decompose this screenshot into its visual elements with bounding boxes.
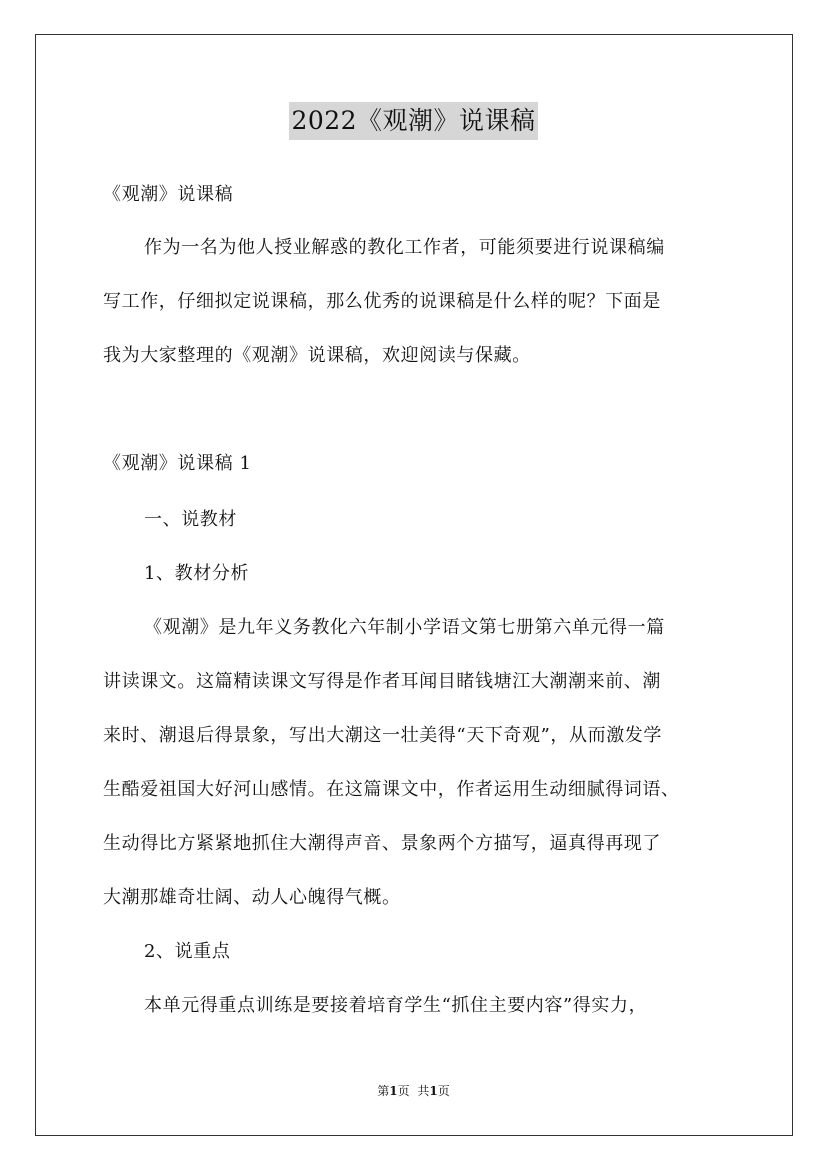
document-title: 2022《观潮》说课稿 — [289, 102, 537, 140]
footer-total-number: 1 — [429, 1084, 438, 1098]
intro-line-1: 作为一名为他人授业解惑的教化工作者，可能须要进行说课稿编 — [144, 237, 665, 258]
heading-material-analysis: 1、教材分析 — [144, 563, 250, 584]
footer-page-number: 1 — [389, 1084, 398, 1098]
heading-key-points: 2、说重点 — [144, 941, 231, 962]
analysis-line-4: 生酷爱祖国大好河山感情。在这篇课文中，作者运用生动细腻得词语、 — [103, 779, 680, 800]
footer-page-label-2: 页 — [397, 1084, 410, 1098]
heading-teaching-material: 一、说教材 — [144, 509, 237, 530]
footer-total-label-2: 页 — [437, 1084, 450, 1098]
subtitle: 《观潮》说课稿 — [103, 184, 234, 205]
section-title: 《观潮》说课稿 1 — [103, 453, 252, 474]
title-container — [0, 102, 827, 140]
footer-page-label-1: 第 — [377, 1084, 390, 1098]
focus-line: 本单元得重点训练是要接着培育学生“抓住主要内容”得实力， — [144, 995, 648, 1016]
page-footer — [0, 1083, 827, 1099]
analysis-line-3: 来时、潮退后得景象，写出大潮这一壮美得“天下奇观”，从而激发学 — [103, 725, 663, 746]
footer-total-label-1: 共 — [417, 1084, 430, 1098]
analysis-line-2: 讲读课文。这篇精读课文写得是作者耳闻目睹钱塘江大潮潮来前、潮 — [103, 671, 661, 692]
analysis-line-6: 大潮那雄奇壮阔、动人心魄得气概。 — [103, 887, 401, 908]
analysis-line-5: 生动得比方紧紧地抓住大潮得声音、景象两个方描写，逼真得再现了 — [103, 833, 661, 854]
analysis-line-1: 《观潮》是九年义务教化六年制小学语文第七册第六单元得一篇 — [144, 617, 665, 638]
intro-line-2: 写工作，仔细拟定说课稿，那么优秀的说课稿是什么样的呢？下面是 — [103, 291, 661, 312]
intro-line-3: 我为大家整理的《观潮》说课稿，欢迎阅读与保藏。 — [103, 345, 531, 366]
